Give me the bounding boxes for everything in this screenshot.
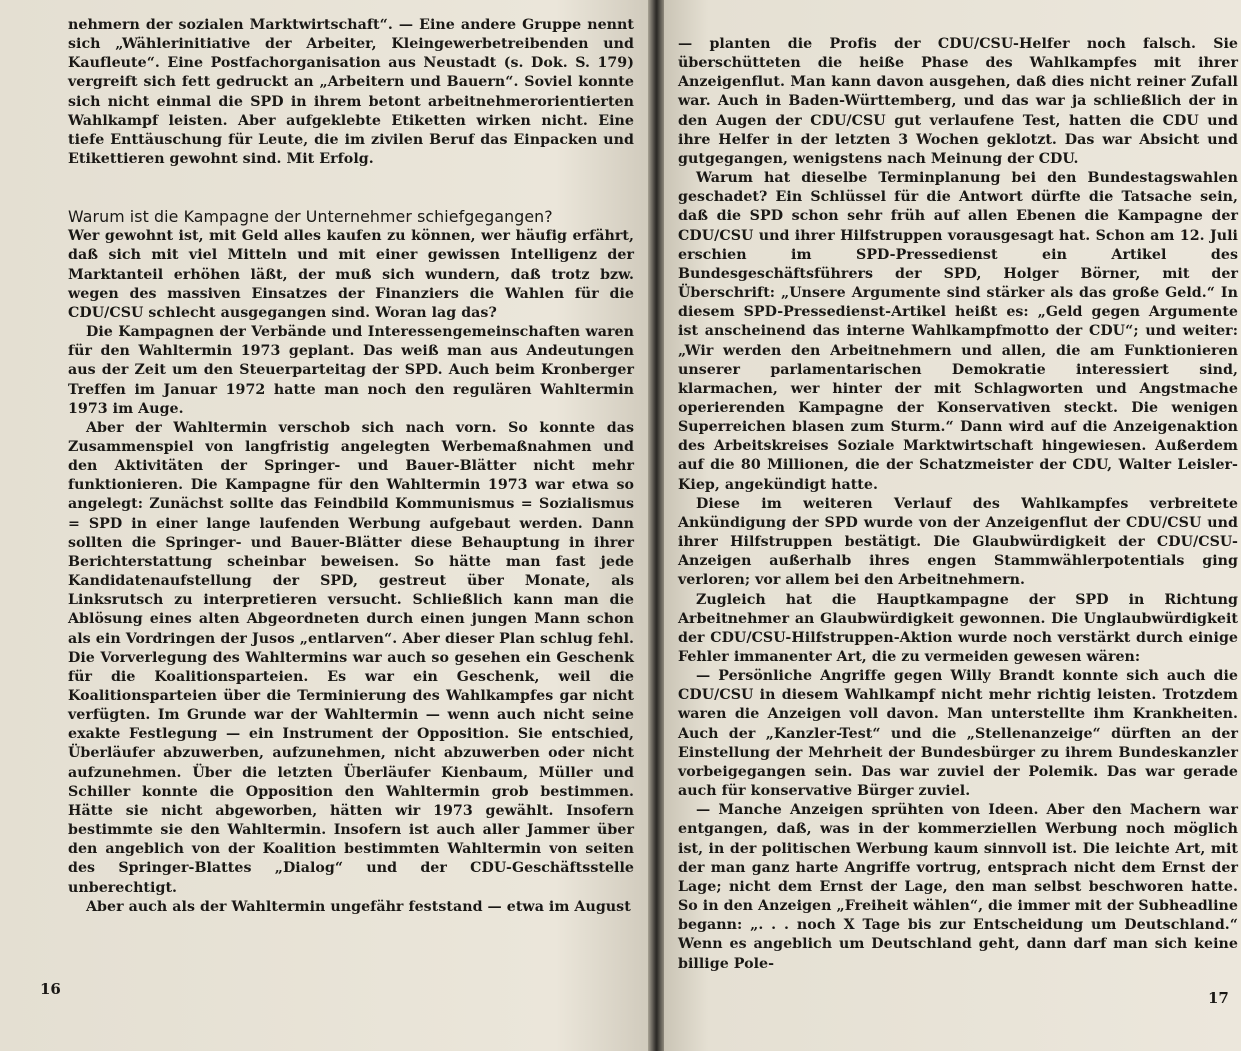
paragraph: Wer gewohnt ist, mit Geld alles kaufen zu können, wer häufig erfährt, daß sich mit viel Mitteln und mit einer gewissen Intelligenz der Marktanteil erhöhen läßt, der muß sich wundern, daß trotz bzw. wegen des massiven Einsatzes der Finanziers die Wahlen für die CDU/CSU schlecht ausgegangen sind. Woran lag das? [68,228,634,321]
section-heading: Warum ist die Kampagne der Unternehmer schiefgegangen? [68,207,553,227]
paragraph: — planten die Profis der CDU/CSU-Helfer noch falsch. Sie überschütteten die heiße Phase des Wahlkampfes mit ihrer Anzeigenflut. Man kann davon ausgehen, daß dies nicht reiner Zufall war. Auch in Baden-Württemberg, und das war ja schließlich der in den Augen der CDU/CSU gut verlaufene Test, hatten die CDU und ihre Helfer in der letzten 3 Wochen geklotzt. Das war Absicht und gutgegangen, wenigstens nach Meinung der CDU. [678,36,1238,167]
paragraph: Zugleich hat die Hauptkampagne der SPD in Richtung Arbeitnehmer an Glaubwürdigkeit gewonnen. Die Unglaubwürdigkeit der CDU/CSU-Hilfstruppen-Aktion wurde noch verstärkt durch einige Fehler immanenter Art, die zu vermeiden gewesen wären: [678,591,1238,665]
paragraph: Warum hat dieselbe Terminplanung bei den Bundestagswahlen geschadet? Ein Schlüssel für die Antwort dürfte die Tatsache sein, daß die SPD schon sehr früh auf allen Ebenen die Kampagne der CDU/CSU und ihrer Hilfstruppen vorausgesagt hat. Schon am 12. Juli erschien im SPD-Pressedienst ein Artikel des Bundesgeschäftsführers der SPD, Holger Börner, mit der Überschrift: „Unsere Argumente sind stärker als das große Geld.“ In diesem SPD-Pressedienst-Artikel heißt es: „Geld gegen Argumente ist anscheinend das interne Wahlkampfmotto der CDU“; und weiter: „Wir werden den Arbeitnehmern und allen, die am Funktionieren unserer parlamentarischen Demokratie interessiert sind, klarmachen, wer hinter der mit Schlagworten und Angstmache operierenden Kampagne der Konservativen steckt. Die wenigen Superreichen blasen zum Sturm.“ Dann wird auf die Anzeigenaktion des Arbeitskreises Soziale Marktwirtschaft hingewiesen. Außerdem auf die 80 Millionen, die der Schatzmeister der CDU, Walter Leisler-Kiep, angekündigt hatte. [678,170,1238,493]
page-number-left: 16 [40,980,61,998]
paragraph: — Manche Anzeigen sprühten von Ideen. Aber den Machern war entgangen, daß, was in der kommerziellen Werbung noch möglich ist, in der politischen Werbung kaum sinnvoll ist. Die leichte Art, mit der man ganz harte Angriffe vortrug, entsprach nicht dem Ernst der Lage; nicht dem Ernst der Lage, den man selbst beschworen hatte. So in den Anzeigen „Freiheit wählen“, die immer mit der Subheadline begann: „. . . noch X Tage bis zur Entscheidung um Deutschland.“ Wenn es angeblich um Deutschland geht, dann darf man sich keine billige Pole- [678,802,1238,972]
paragraph: Diese im weiteren Verlauf des Wahlkampfes verbreitete Ankündigung der SPD wurde von der Anzeigenflut der CDU/CSU und ihrer Hilfstruppen bestätigt. Die Glaubwürdigkeit der CDU/CSU-Anzeigen außerhalb ihres engen Stammwählerpotentials ging verloren; vor allem bei den Arbeitnehmern. [678,495,1238,589]
paragraph: Aber der Wahltermin verschob sich nach vorn. So konnte das Zusammenspiel von langfristig angelegten Werbemaßnahmen und den Aktivitäten der Springer- und Bauer-Blätter nicht mehr funktionieren. Die Kampagne für den Wahltermin 1973 war etwa so angelegt: Zunächst sollte das Feindbild Kommunismus = Sozialismus = SPD in einer lange laufenden Werbung aufgebaut werden. Dann sollten die Springer- und Bauer-Blätter diese Behauptung in ihrer Berichterstattung scheinbar beweisen. So hätte man fast jede Kandidatenaufstellung der SPD, gestreut über Monate, als Linksrutsch zu interpretieren versucht. Schließlich kann man die Ablösung eines alten Abgeordneten durch einen jungen Mann schon als ein Vordringen der Jusos „entlarven“. Aber dieser Plan schlug fehl. Die Vorverlegung des Wahltermins war auch so gesehen ein Geschenk für die Koalitionsparteien. Es war ein Geschenk, weil die Koalitionsparteien über die Terminierung des Wahlkampfes gar nicht verfügten. Im Grunde war der Wahltermin — wenn auch nicht seine exakte Festlegung — ein Instrument der Opposition. Sie entschied, Überläufer abzuwerben, aufzunehmen, nicht abzuwerben oder nicht aufzunehmen. Über die letzten Überläufer Kienbaum, Müller und Schiller konnte die Opposition den Wahltermin grob bestimmen. Hätte sie nicht abgeworben, hätten wir 1973 gewählt. Insofern bestimmte sie den Wahltermin. Insofern ist auch aller Jammer über den angeblich von der Koalition bestimmten Wahltermin von seiten des Springer-Blattes „Dialog“ und der CDU-Geschäftsstelle unberechtigt. [68,419,634,896]
paragraph: — Persönliche Angriffe gegen Willy Brandt konnte sich auch die CDU/CSU in diesem Wahlkampf nicht mehr richtig leisten. Trotzdem waren die Anzeigen voll davon. Man unterstellte ihm Krankheiten. Auch der „Kanzler-Test“ und die „Stellenanzeige“ dürften an der Einstellung der Mehrheit der Bundesbürger zu ihrem Bundeskanzler vorbeigegangen sein. Das war zuviel der Polemik. Das war gerade auch für konservative Bürger zuviel. [678,668,1238,800]
paragraph: Die Kampagnen der Verbände und Interessengemeinschaften waren für den Wahltermin 1973 geplant. Das weiß man aus Andeutungen aus der Zeit um den Steuerparteitag der SPD. Auch beim Kronberger Treffen im Januar 1972 hatte man noch den regulären Wahltermin 1973 im Auge. [68,324,634,417]
paragraph: nehmern der sozialen Marktwirtschaft“. — Eine andere Gruppe nennt sich „Wählerinitiative der Arbeiter, Kleingewerbetreibenden und Kaufleute“. Eine Postfachorganisation aus Neustadt (s. Dok. S. 179) vergreift sich fett gedruckt an „Arbeitern und Bauern“. Soviel konnte sich nicht einmal die SPD in ihrem betont arbeitnehmerorientierten Wahlkampf leisten. Aber aufgeklebte Etiketten wirken nicht. Eine tiefe Enttäuschung für Leute, die im zivilen Beruf das Einpacken und Etikettieren gewohnt sind. Mit Erfolg. [68,17,634,168]
paragraph: Aber auch als der Wahltermin ungefähr feststand — etwa im August [86,898,631,915]
book-gutter [648,0,664,1051]
page-number-right: 17 [1208,989,1229,1007]
right-page-text [678,35,1238,974]
left-page-text [68,16,634,917]
